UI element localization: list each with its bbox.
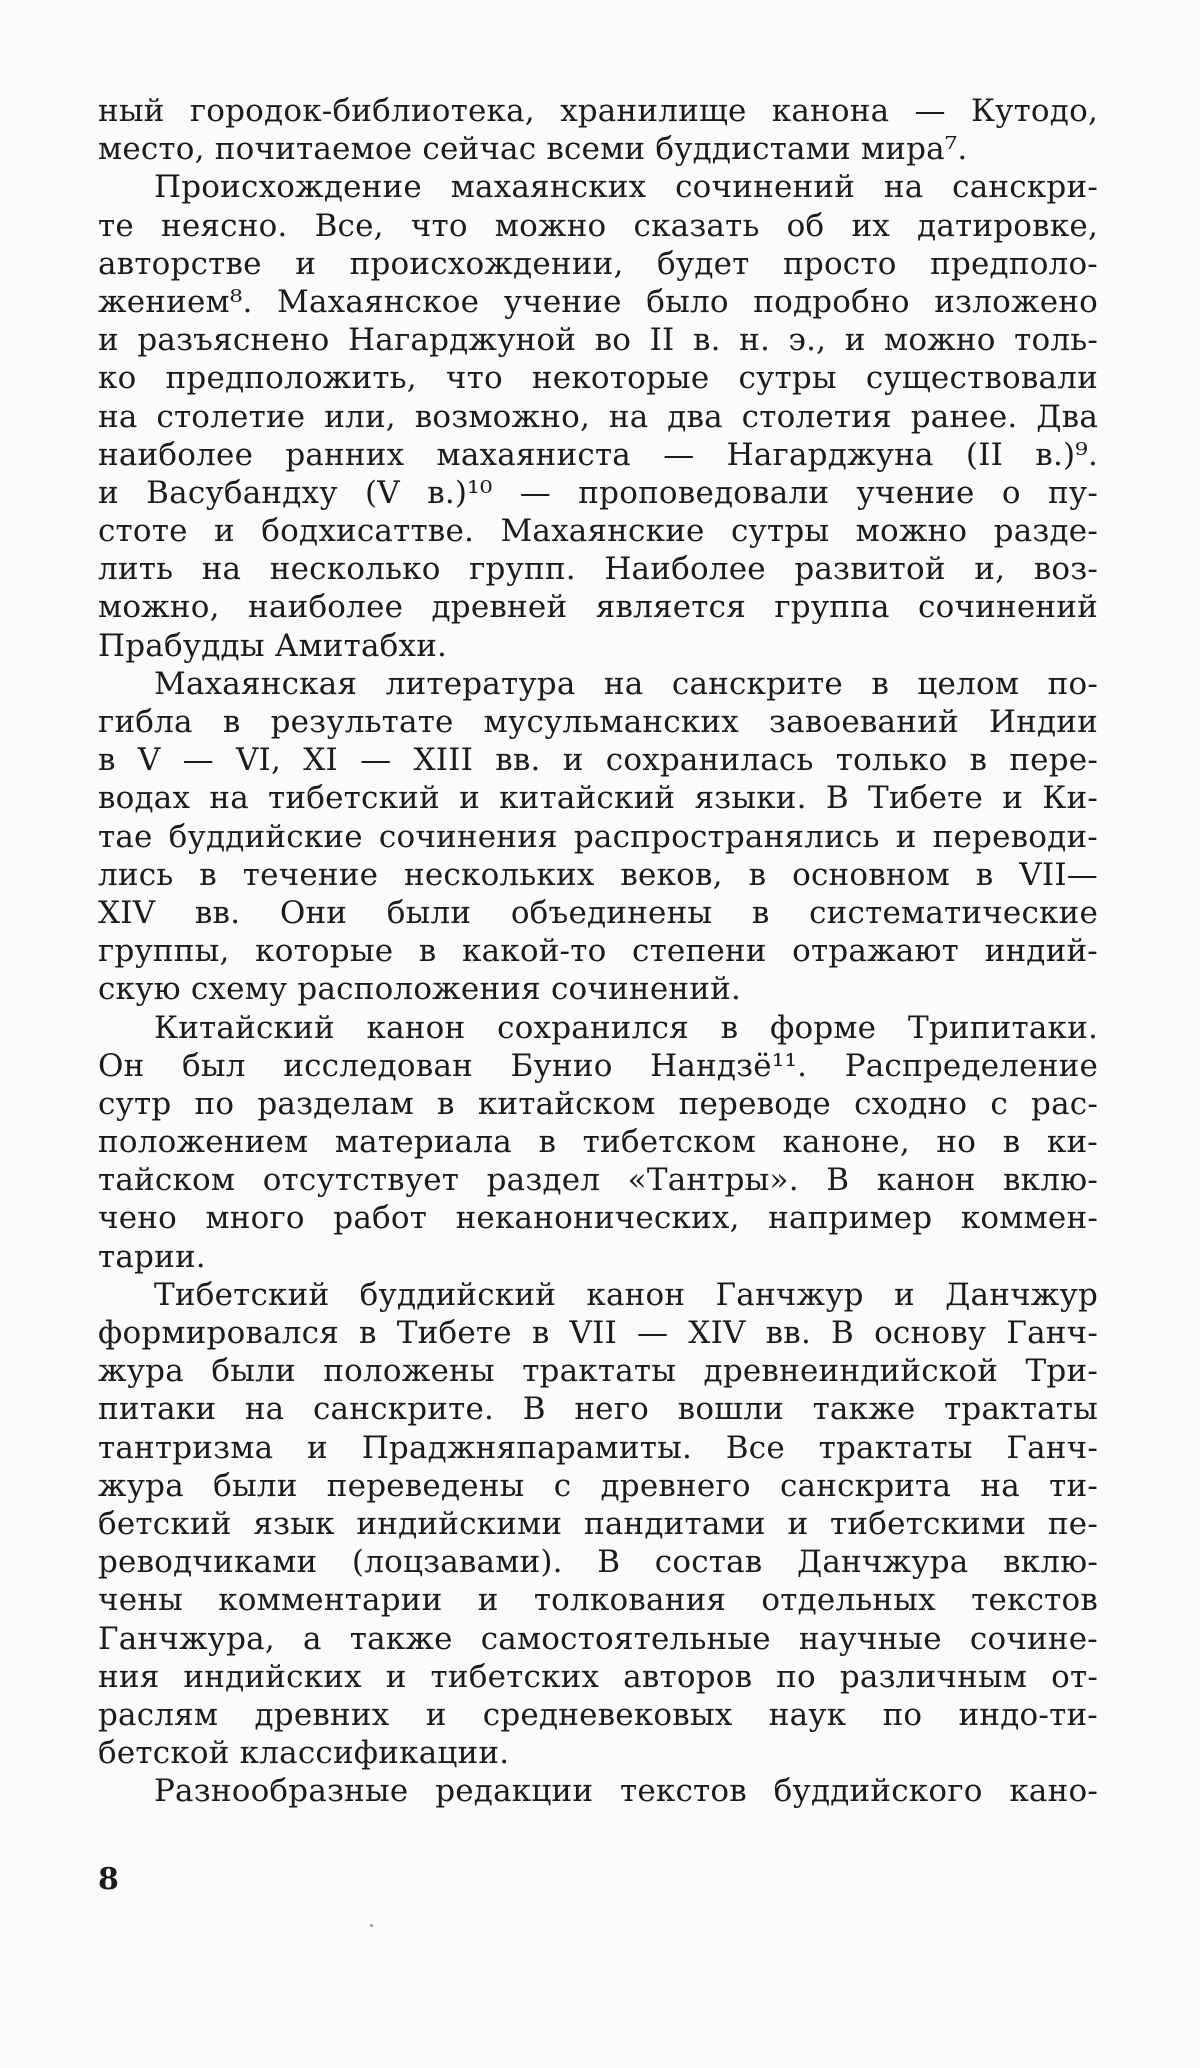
page-number: 8 — [98, 1862, 119, 1897]
text-line: те неясно. Все, что можно сказать об их датировке, — [98, 207, 1098, 244]
text-line: ния индийских и тибетских авторов по различным от- — [98, 1658, 1098, 1695]
text-line: Прабудды Амитабхи. — [98, 627, 448, 664]
text-line: тарии. — [98, 1238, 206, 1275]
paragraph — [98, 1009, 1098, 1276]
text-line: сутр по разделам в китайском переводе сходно с рас- — [98, 1085, 1098, 1122]
paragraph — [98, 1772, 1098, 1810]
text-line: жением⁸. Махаянское учение было подробно изложено — [98, 283, 1098, 320]
text-line: Китайский канон сохранился в форме Трипитаки. — [154, 1009, 1098, 1046]
text-line: тайском отсутствует раздел «Тантры». В канон вклю- — [98, 1162, 1098, 1199]
text-line: формировался в Тибете в VII — XIV вв. В основу Ганч- — [98, 1315, 1098, 1351]
text-line: гибла в результате мусульманских завоеваний Индии — [98, 704, 1098, 740]
text-line: можно, наиболее древней является группа сочинений — [98, 589, 1098, 626]
paragraph — [98, 168, 1098, 664]
text-line: лись в течение нескольких веков, в основном в VII— — [98, 856, 1098, 893]
text-line: место, почитаемое сейчас всеми буддистами мира⁷. — [98, 131, 968, 168]
text-line: ко предположить, что некоторые сутры существовали — [98, 360, 1098, 397]
text-line: реводчиками (лоцзавами). В состав Данчжура вклю- — [98, 1544, 1098, 1581]
text-line: чены комментарии и толкования отдельных текстов — [98, 1582, 1098, 1619]
text-line: Происхождение махаянских сочинений на санскри- — [154, 169, 1098, 206]
text-line: наиболее ранних махаяниста — Нагарджуна (II в.)⁹. — [98, 436, 1098, 473]
text-line: чено много работ неканонических, например коммен- — [98, 1200, 1098, 1237]
text-line: стоте и бодхисаттве. Махаянские сутры можно разде- — [98, 513, 1098, 550]
text-line: и разъяснено Нагарджуной во II в. н. э., и можно толь- — [98, 322, 1098, 359]
text-line: жура были переведены с древнего санскрита на ти- — [98, 1467, 1098, 1504]
text-line: бетской классификации. — [98, 1735, 510, 1772]
paragraph — [98, 92, 1098, 168]
text-line: ный городок-библиотека, хранилище канона — Кутодо, — [98, 93, 1098, 129]
text-line: Махаянская литература на санскрите в целом по- — [154, 665, 1098, 702]
text-line: XIV вв. Они были объединены в систематические — [98, 894, 1098, 931]
text-line: скую схему расположения сочинений. — [98, 971, 742, 1008]
text-line: питаки на санскрите. В него вошли также трактаты — [98, 1391, 1098, 1428]
text-line: авторстве и происхождении, будет просто предполо- — [98, 245, 1098, 282]
body-text — [98, 92, 1098, 1810]
text-line: тантризма и Праджняпарамиты. Все трактаты Ганч- — [98, 1429, 1098, 1466]
paper-speck — [370, 1924, 373, 1927]
text-line: Ганчжура, а также самостоятельные научные сочине- — [98, 1620, 1098, 1657]
text-line: бетский язык индийскими пандитами и тибетскими пе- — [98, 1505, 1098, 1542]
text-line: Разнообразные редакции текстов буддийского кано- — [154, 1773, 1098, 1810]
text-line: положением материала в тибетском каноне, но в ки- — [98, 1124, 1098, 1161]
text-line: на столетие или, возможно, на два столетия ранее. Два — [98, 398, 1098, 435]
text-line: водах на тибетский и китайский языки. В Тибете и Ки- — [98, 780, 1098, 817]
paragraph — [98, 665, 1098, 1009]
text-line: группы, которые в какой-то степени отражают индий- — [98, 933, 1098, 970]
paragraph — [98, 1276, 1098, 1772]
text-line: Он был исследован Бунио Нандзё¹¹. Распределение — [98, 1047, 1098, 1084]
text-line: Тибетский буддийский канон Ганчжур и Данчжур — [154, 1276, 1098, 1313]
text-line: лить на несколько групп. Наиболее развитой и, воз- — [98, 551, 1098, 588]
text-line: раслям древних и средневековых наук по индо-ти- — [98, 1696, 1098, 1733]
text-line: и Васубандху (V в.)¹⁰ — проповедовали учение о пу- — [98, 474, 1098, 511]
text-line: тае буддийские сочинения распространялись и переводи- — [98, 818, 1098, 855]
text-line: жура были положены трактаты древнеиндийской Три- — [98, 1353, 1098, 1390]
text-line: в V — VI, XI — XIII вв. и сохранилась только в пере- — [98, 742, 1098, 779]
